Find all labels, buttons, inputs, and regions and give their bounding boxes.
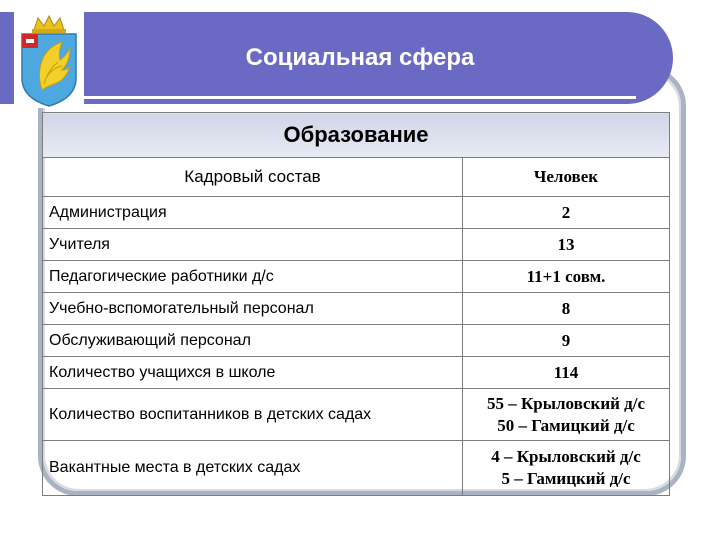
row-value-line: 55 – Крыловский д/с — [486, 393, 646, 413]
row-label: Учебно-вспомогательный персонал — [43, 293, 463, 325]
row-value-line: 50 – Гамицкий д/с — [497, 415, 635, 435]
table-row — [43, 197, 670, 229]
row-label: Количество учащихся в школе — [43, 357, 463, 389]
table-row — [43, 357, 670, 389]
row-value: 11+1 совм. — [463, 261, 670, 293]
row-label: Вакантные места в детских садах — [43, 441, 463, 496]
table-row — [43, 261, 670, 293]
row-value: 114 — [463, 357, 670, 389]
row-label: Администрация — [43, 197, 463, 229]
column-header-staff: Кадровый состав — [43, 158, 463, 197]
row-label: Количество воспитанников в детских садах — [43, 389, 463, 441]
row-value — [463, 441, 670, 496]
row-value-line: 4 – Крыловский д/с — [491, 447, 641, 466]
row-value: 9 — [463, 325, 670, 357]
row-label: Педагогические работники д/с — [43, 261, 463, 293]
row-value: 13 — [463, 229, 670, 261]
row-label: Учителя — [43, 229, 463, 261]
column-header-people: Человек — [463, 158, 670, 197]
table-row — [43, 293, 670, 325]
row-value: 2 — [463, 197, 670, 229]
yellow-wing-coat-of-arms-icon — [14, 12, 84, 108]
table-row — [43, 389, 670, 441]
row-value-line: 5 – Гамицкий д/с — [501, 469, 631, 488]
table-row — [43, 229, 670, 261]
education-table — [42, 112, 670, 496]
table-caption: Образование — [43, 113, 670, 158]
page-title: Социальная сфера — [245, 44, 475, 71]
row-label: Обслуживающий персонал — [43, 325, 463, 357]
table-row — [43, 325, 670, 357]
row-value: 8 — [463, 293, 670, 325]
table-row — [43, 441, 670, 496]
row-value — [463, 389, 670, 441]
